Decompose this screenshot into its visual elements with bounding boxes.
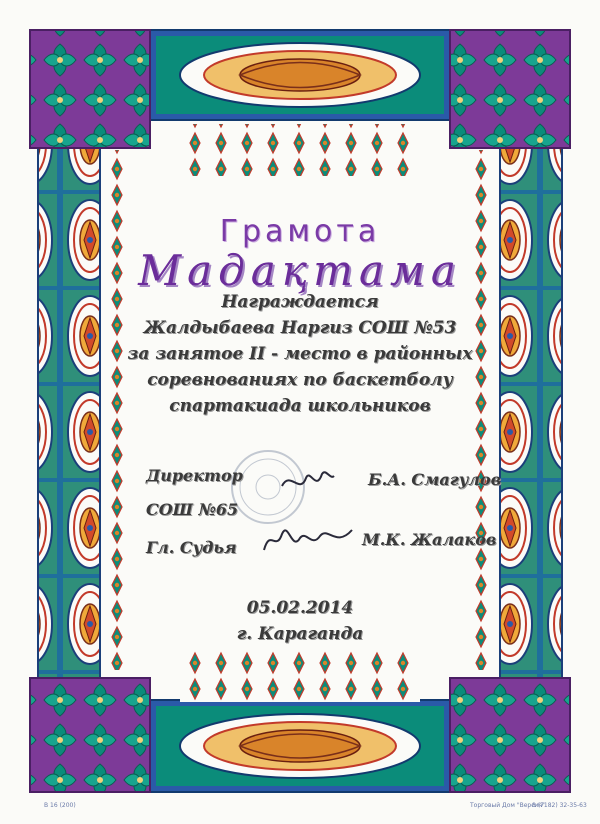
body-line-recipient: Жалдыбаева Наргиз СОШ №53 <box>143 318 457 338</box>
body-line-awarded: Награждается <box>221 292 379 312</box>
body-line-place: за занятое II - место в районных <box>127 344 473 364</box>
body-line-competition: соревнованиях по баскетболу <box>147 370 453 390</box>
director-title: Директор <box>146 466 243 485</box>
judge-name: М.К. Жалаков <box>362 530 497 549</box>
footer-right: 8 (7182) 32-35-63 <box>532 802 587 809</box>
certificate-title-kazakh: Мадақтама <box>138 246 462 295</box>
certificate-title-russian: Грамота <box>219 214 381 249</box>
director-name: Б.А. Смагулов <box>368 470 502 489</box>
certificate-date: 05.02.2014 <box>246 598 354 618</box>
footer-left: В 16 (200) <box>44 802 76 809</box>
body-line-event: спартакиада школьников <box>169 396 431 416</box>
judge-title: Гл. Судья <box>146 538 237 557</box>
certificate-city: г. Караганда <box>236 624 364 644</box>
director-school: СОШ №65 <box>146 500 239 519</box>
footer-center: Торговый Дом "Версия" <box>470 802 545 809</box>
